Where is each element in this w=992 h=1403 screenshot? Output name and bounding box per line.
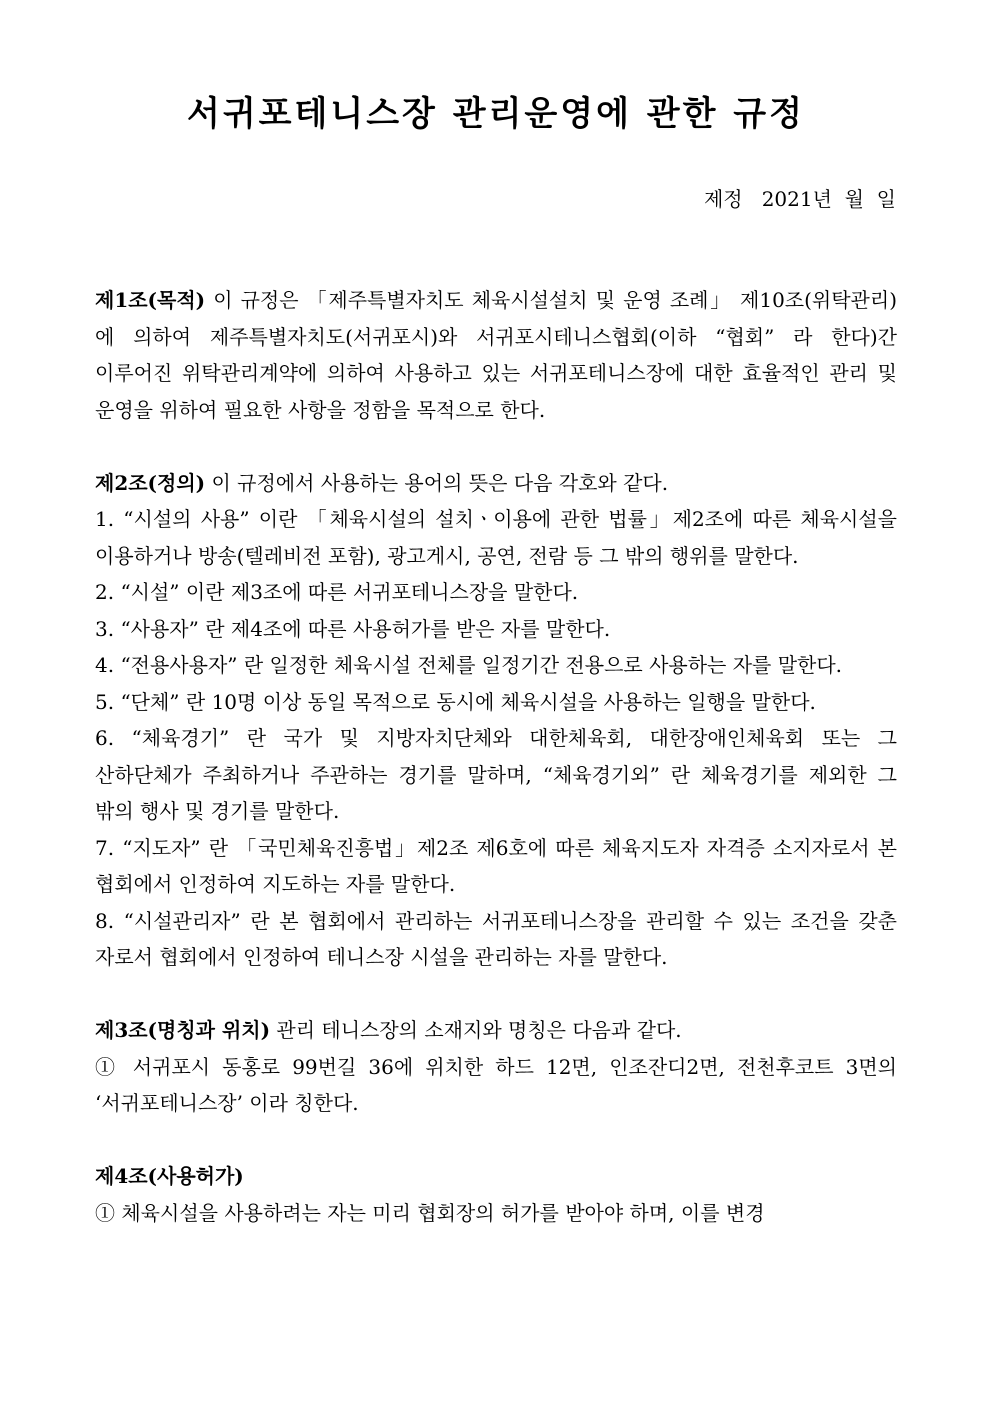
article-3 <box>95 1012 897 1122</box>
article-1-heading: 제1조(목적) <box>95 288 206 312</box>
article-4-item-1: ① 체육시설을 사용하려는 자는 미리 협회장의 허가를 받아야 하며, 이를 변경 <box>95 1200 765 1225</box>
enactment-date: 제정 2021년 월 일 <box>703 187 896 211</box>
article-2-paragraph <box>95 465 897 502</box>
article-2-item-1: 1. “시설의 사용” 이란 「체육시설의 설치ㆍ이용에 관한 법률」제2조에 따른 체육시설을 이용하거나 방송(텔레비전 포함), 광고게시, 공연, 전람 등 그 밖의 행위를 말한다. <box>95 507 897 568</box>
article-2-item-3: 3. “사용자” 란 제4조에 따른 사용허가를 받은 자를 말한다. <box>95 616 611 641</box>
article-2-item-5: 5. “단체” 란 10명 이상 동일 목적으로 동시에 체육시설을 사용하는 일행을 말한다. <box>95 689 816 714</box>
article-3-text: 관리 테니스장의 소재지와 명칭은 다음과 같다. <box>270 1018 682 1042</box>
article-3-heading: 제3조(명칭과 위치) <box>95 1018 271 1042</box>
article-2-item-2: 2. “시설” 이란 제3조에 따른 서귀포테니스장을 말한다. <box>95 580 579 604</box>
article-1 <box>95 282 897 428</box>
article-4-heading: 제4조(사용허가) <box>95 1164 244 1188</box>
article-2 <box>95 465 897 976</box>
document-body <box>95 282 897 1268</box>
article-2-item-4: 4. “전용사용자” 란 일정한 체육시설 전체를 일정기간 전용으로 사용하는 자를 말한다. <box>95 653 843 677</box>
article-4-paragraph <box>95 1158 897 1195</box>
article-3-paragraph <box>95 1012 897 1049</box>
article-4 <box>95 1158 897 1231</box>
article-2-heading: 제2조(정의) <box>95 470 206 495</box>
article-2-item-6: 6. “체육경기” 란 국가 및 지방자치단체와 대한체육회, 대한장애인체육회 또는 그 산하단체가 주최하거나 주관하는 경기를 말하며, “체육경기외” 란 체육경기를 제외한 그 밖의 행사 및 경기를 말한다. <box>95 726 897 823</box>
article-2-item-8: 8. “시설관리자” 란 본 협회에서 관리하는 서귀포테니스장을 관리할 수 있는 조건을 갖춘 자로서 협회에서 인정하여 테니스장 시설을 관리하는 자를 말한다. <box>95 908 897 969</box>
article-1-paragraph <box>95 282 897 428</box>
article-2-text: 이 규정에서 사용하는 용어의 뜻은 다음 각호와 같다. <box>205 470 669 495</box>
article-1-text: 이 규정은 「제주특별자치도 체육시설설치 및 운영 조례」 제10조(위탁관리)에 의하여 제주특별자치도(서귀포시)와 서귀포시테니스협회(이하 “협회” 라 한다)간 이루어진 위탁관리계약에 의하여 사용하고 있는 서귀포테니스장에 대한 효율적인 관리 및 운영을 위하여 필요한 사항을 정함을 목적으로 한다. <box>95 288 897 422</box>
article-2-item-7: 7. “지도자” 란 「국민체육진흥법」제2조 제6호에 따른 체육지도자 자격증 소지자로서 본 협회에서 인정하여 지도하는 자를 말한다. <box>95 835 897 896</box>
document-title: 서귀포테니스장 관리운영에 관한 규정 <box>186 94 805 134</box>
article-3-item-1: ① 서귀포시 동홍로 99번길 36에 위치한 하드 12면, 인조잔디2면, 전천후코트 3면의 ‘서귀포테니스장’ 이라 칭한다. <box>95 1054 897 1115</box>
